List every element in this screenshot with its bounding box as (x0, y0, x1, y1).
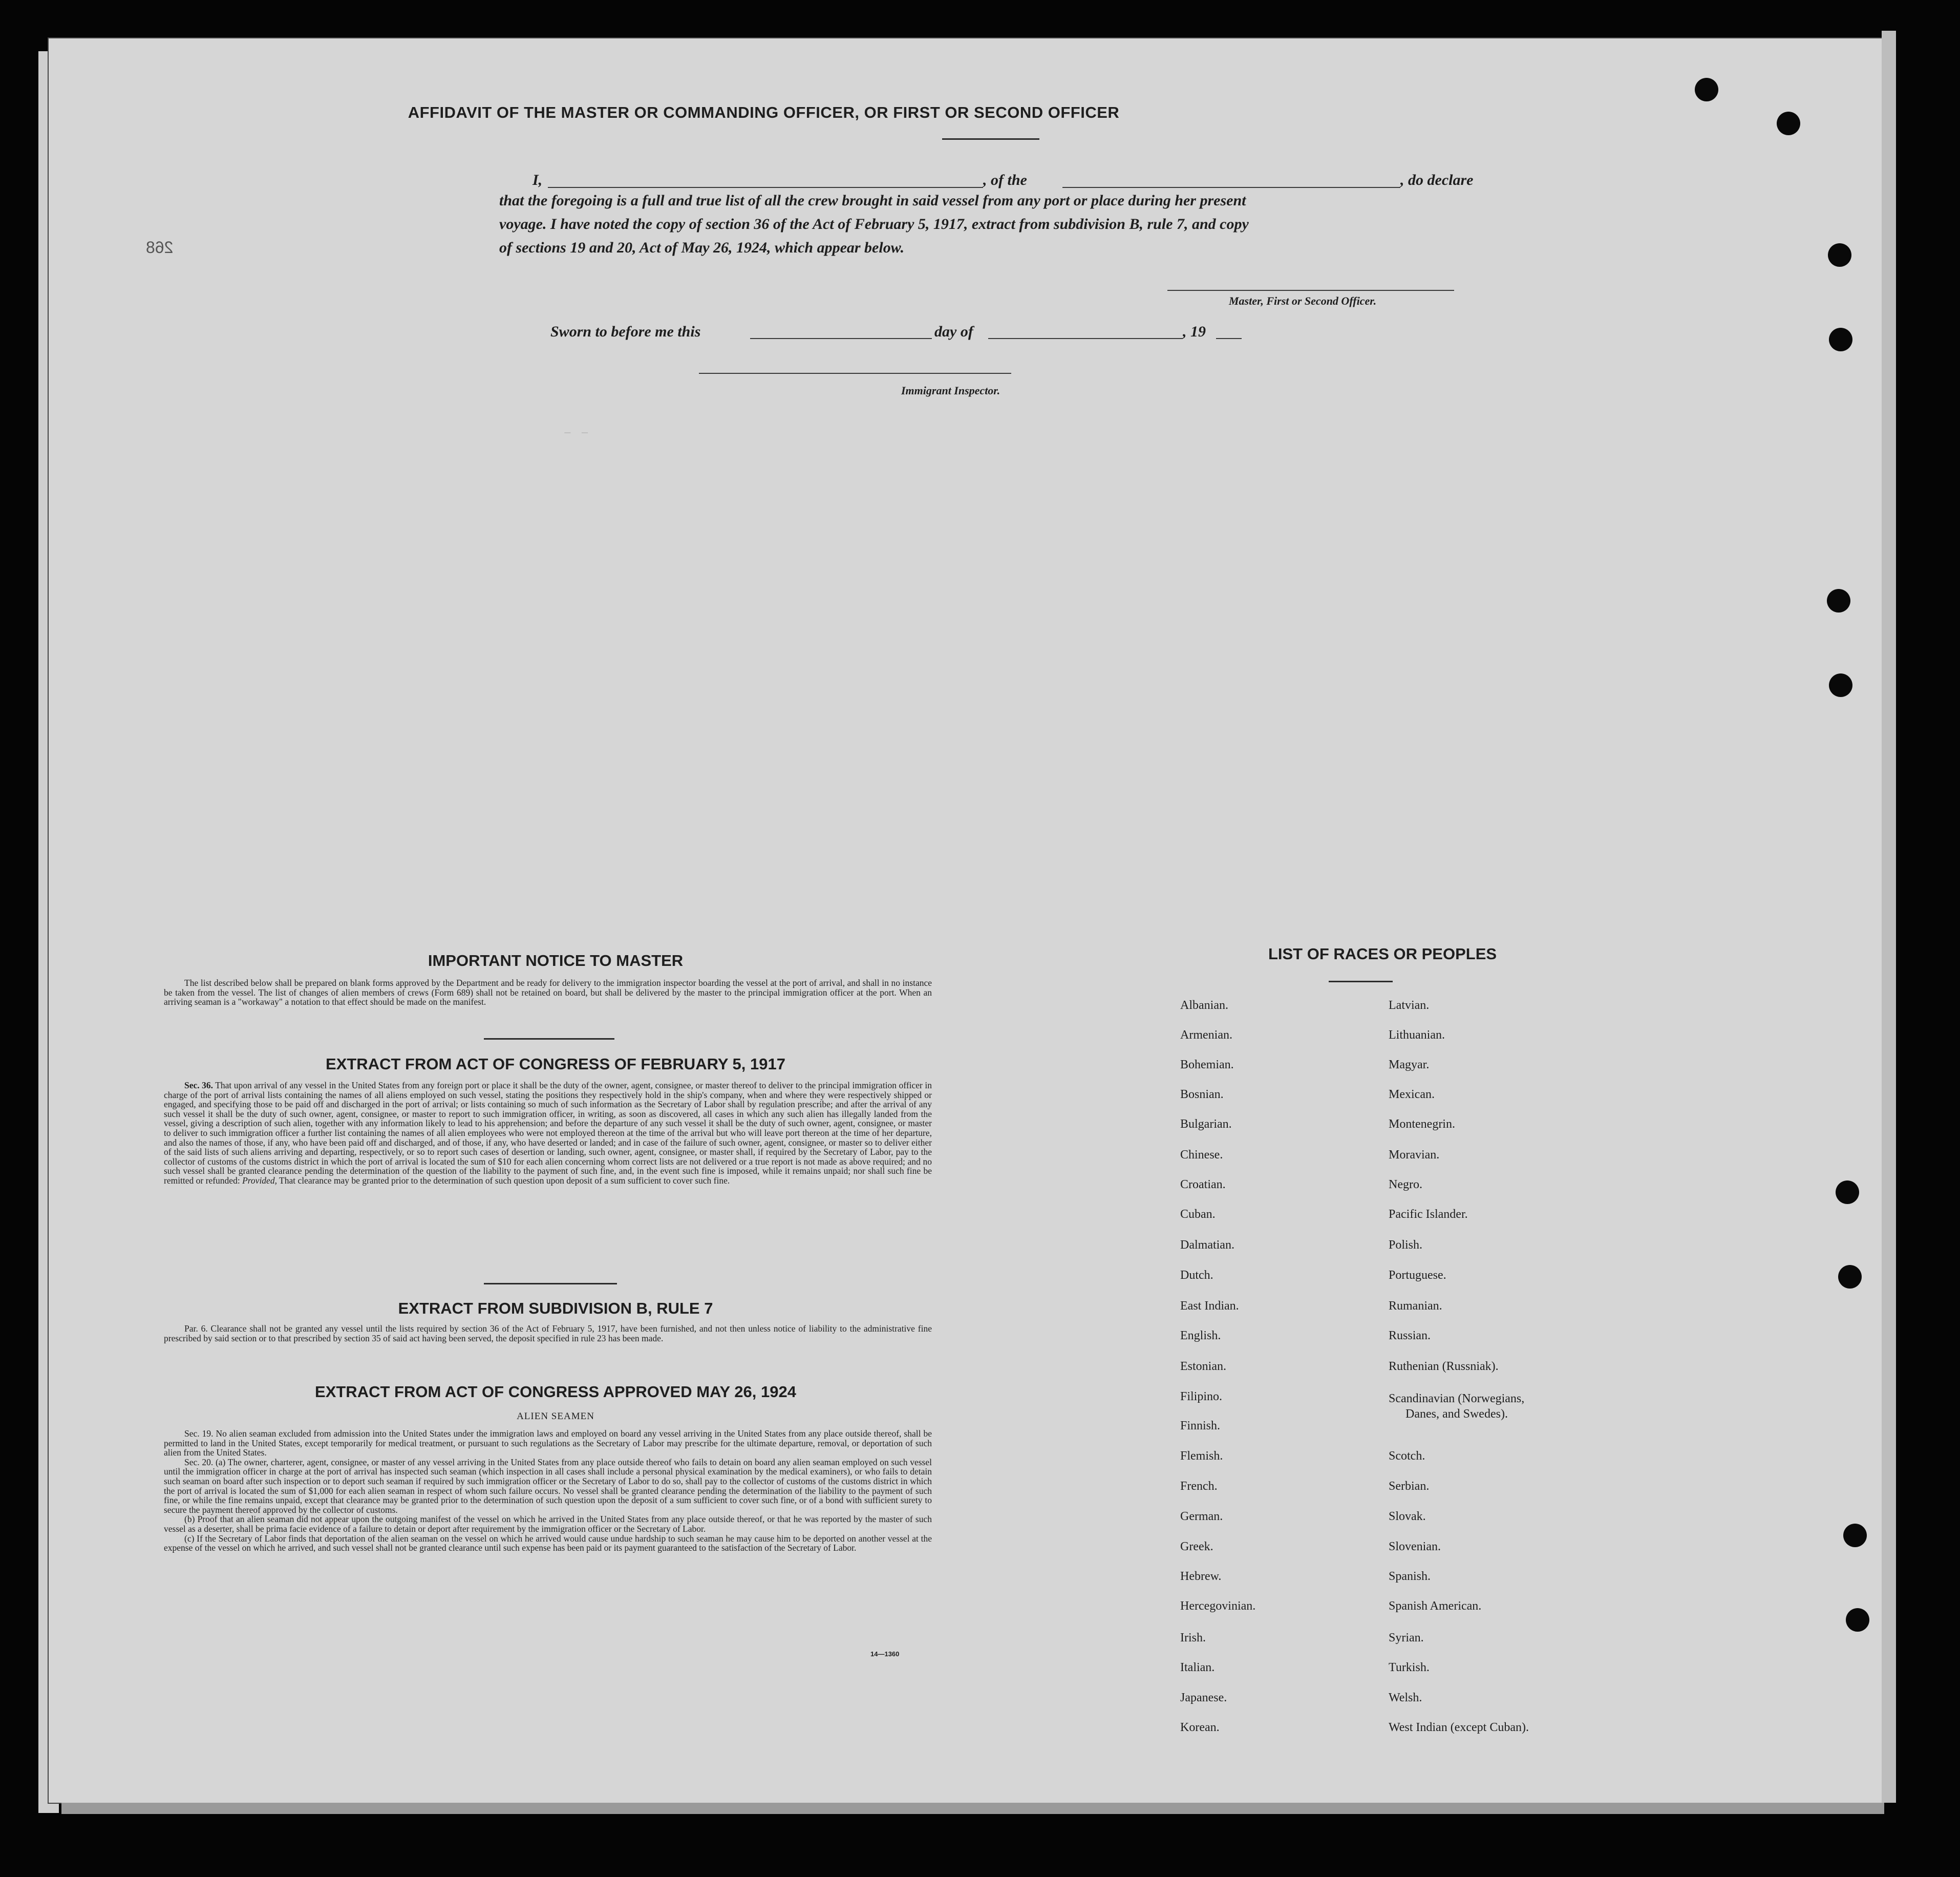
punch-hole-icon (1829, 328, 1852, 351)
race-item: Slovak. (1389, 1510, 1426, 1523)
race-item: Montenegrin. (1389, 1117, 1455, 1131)
races-divider (1329, 981, 1393, 982)
affidavit-title: AFFIDAVIT OF THE MASTER OR COMMANDING OFFICER, OR FIRST OR SECOND OFFICER (408, 103, 1120, 121)
act-1917-title: EXTRACT FROM ACT OF CONGRESS OF FEBRUARY 5, 1917 (326, 1055, 785, 1073)
affidavit-line-3: voyage. I have noted the copy of section 36 of the Act of February 5, 1917, extract from subdivision B, rule 7, and copy (499, 216, 1249, 233)
race-item: Bulgarian. (1180, 1117, 1232, 1131)
punch-hole-icon (1836, 1180, 1859, 1204)
name-blank-line (548, 187, 983, 188)
subdivision-title: EXTRACT FROM SUBDIVISION B, RULE 7 (398, 1299, 713, 1317)
punch-hole-icon (1846, 1608, 1869, 1632)
race-item: English. (1180, 1329, 1221, 1342)
race-item: Negro. (1389, 1178, 1422, 1191)
race-item: Polish. (1389, 1238, 1423, 1252)
race-item: Croatian. (1180, 1178, 1226, 1191)
race-item: Portuguese. (1389, 1269, 1446, 1282)
race-item: Cuban. (1180, 1208, 1216, 1221)
notice-divider (484, 1038, 614, 1040)
race-item: Mexican. (1389, 1088, 1435, 1101)
race-item: Spanish. (1389, 1570, 1431, 1583)
race-item: Bosnian. (1180, 1088, 1224, 1101)
act-1917-divider (484, 1283, 617, 1284)
race-item: Dalmatian. (1180, 1238, 1234, 1252)
race-item: Armenian. (1180, 1028, 1232, 1042)
notice-title: IMPORTANT NOTICE TO MASTER (428, 952, 684, 969)
month-line (988, 338, 1183, 339)
punch-hole-icon (1843, 1524, 1867, 1547)
subdivision-text: Par. 6. Clearance shall not be granted any vessel until the lists required by section 36 of the Act of February 5, 1917, have been furnished, and not then unless notice of liability to the administrative fine prescribed by said section or to that prescribed by section 35 of said act having been served, the deposit specified in rule 23 has been made. (164, 1323, 932, 1343)
punch-hole-icon (1695, 78, 1718, 101)
vessel-blank-line (1062, 187, 1400, 188)
inspector-label: Immigrant Inspector. (901, 384, 1000, 397)
punch-hole-icon (1829, 673, 1852, 697)
year-label: , 19 (1183, 323, 1206, 340)
race-item: Dutch. (1180, 1269, 1213, 1282)
act-1924-sec20c: (c) If the Secretary of Labor finds that deportation of the alien seaman on the vessel on which he arrived would cause undue hardship to such seaman he may cause him to be deported on another vessel at the expense of the vessel on which he arrived, and such vessel shall not be granted clearance until such expense has been paid or its payment guaranteed to the satisfaction of the Secretary of Labor. (164, 1533, 932, 1553)
race-item: French. (1180, 1480, 1218, 1493)
race-item: Scotch. (1389, 1449, 1425, 1463)
act-1917-body: That upon arrival of any vessel in the United States from any foreign port or place it shall be the duty of the owner, agent, consignee, or master thereof to deliver to the principal immigration officer in charge of the port of arrival lists containing the names of all aliens employed on such vessel, stating the positions they respectively hold in the ship's company, when and where they were respectively shipped or engaged, and specifying those to be paid off and discharged in the port of arrival; or lists containing so much of such information as the Secretary of Labor shall by regulation prescribe; and after the arrival of any such vessel it shall be the duty of such owner, agent, consignee, or master to report to such immigration officer, in writing, as soon as discovered, all cases in which any such alien has illegally landed from the vessel, giving a description of such alien, together with any information likely to lead to his apprehension; and before the departure of any such vessel it shall be the duty of such owner, agent, consignee, or master to deliver to such immigration officer a further list containing the names of all alien employees who were not employed thereon at the time of the arrival but who will leave port thereon at the time of her departure, and also the names of those, if any, who have been paid off and discharged, and of those, if any, who have deserted or landed; and in case of the failure of such owner, agent, consignee, or master so to deliver either of the said lists of such aliens arriving and departing, respectively, or so to report such cases of desertion or landing, such owner, agent, consignee, or master shall, if required by the Secretary of Labor, pay to the collector of customs of the customs district in which the port of arrival is located the sum of $10 for each alien concerning whom correct lists are not delivered or a true report is not made as above required; and no such vessel shall be granted clearance pending the determination of the question of the liability to the payment of such fine, and, in the event such fine is imposed, while it remains unpaid; nor shall such fine be remitted or refunded: (164, 1080, 932, 1186)
punch-hole-icon (1827, 589, 1850, 613)
race-item: Latvian. (1389, 999, 1430, 1012)
race-item: Italian. (1180, 1661, 1215, 1674)
punch-hole-icon (1838, 1265, 1862, 1289)
race-item: Slovenian. (1389, 1540, 1441, 1553)
act-1917-tail: That clearance may be granted prior to the determination of such question upon deposit of a sum sufficient to cover such fine. (279, 1175, 730, 1186)
race-item: East Indian. (1180, 1299, 1239, 1313)
race-item: Korean. (1180, 1721, 1220, 1734)
sworn-day-line (750, 338, 932, 339)
year-line (1216, 338, 1242, 339)
race-item: Japanese. (1180, 1691, 1227, 1704)
punch-hole-icon (1828, 243, 1851, 267)
race-item: Danes, and Swedes). (1405, 1407, 1508, 1421)
act-1917-provided: Provided, (242, 1175, 277, 1186)
sheet-bottom-edge (61, 1803, 1884, 1814)
race-item: Estonian. (1180, 1360, 1226, 1373)
race-item: Russian. (1389, 1329, 1431, 1342)
race-item: Greek. (1180, 1540, 1213, 1553)
race-item: Hercegovinian. (1180, 1599, 1256, 1613)
act-1924-sec20a: Sec. 20. (a) The owner, charterer, agent, consignee, or master of any vessel arriving in the United States from any place outside thereof who fails to detain on board any alien seaman employed on such vessel until the immigration officer in charge at the port of arrival has inspected such seaman (which inspection in all cases shall include a personal physical examination by the medical examiners), or who fails to detain such seaman on board after such inspection or to deport such seaman if required by such immigration officer or the Secretary of Labor to do so, shall pay to the collector of customs of the customs district in which the port of arrival is located the sum of $1,000 for each alien seaman in respect of whom such failure occurs. No vessel shall be granted clearance pending the determination of the liability to the payment of such fine, or while the fine remains unpaid, except that clearance may be granted prior to the determination of such question upon the deposit of a sum sufficient to cover such fine, or of a bond with sufficient surety to secure the payment thereof approved by the collector of customs. (164, 1457, 932, 1515)
race-item: Serbian. (1389, 1480, 1430, 1493)
race-item: Albanian. (1180, 999, 1228, 1012)
race-item: Spanish American. (1389, 1599, 1482, 1613)
race-item: Irish. (1180, 1631, 1206, 1644)
punch-hole-icon (1777, 112, 1800, 135)
act-1924-sec19: Sec. 19. No alien seaman excluded from admission into the United States under the immigration laws and employed on board any vessel arriving in the United States from any place outside thereof, shall be permitted to land in the United States, except temporarily for medical treatment, or pursuant to such regulations as the Secretary of Labor may prescribe for the ultimate departure, removal, or deportation of such alien from the United States. (164, 1428, 932, 1458)
race-item: Turkish. (1389, 1661, 1430, 1674)
sworn-label: Sworn to before me this (550, 323, 701, 340)
race-item: Flemish. (1180, 1449, 1223, 1463)
race-item: Pacific Islander. (1389, 1208, 1468, 1221)
race-item: German. (1180, 1510, 1223, 1523)
race-item: Lithuanian. (1389, 1028, 1445, 1042)
day-of-label: day of (934, 323, 973, 340)
inspector-signature-line (699, 373, 1011, 374)
race-item: Hebrew. (1180, 1570, 1222, 1583)
race-item: Moravian. (1389, 1148, 1440, 1162)
race-item: Filipino. (1180, 1390, 1223, 1403)
sheet-edge (1882, 31, 1896, 1803)
race-item: Magyar. (1389, 1058, 1430, 1071)
act-1924-title: EXTRACT FROM ACT OF CONGRESS APPROVED MAY 26, 1924 (315, 1383, 796, 1401)
affidavit-line-4: of sections 19 and 20, Act of May 26, 1924, which appear below. (499, 239, 905, 256)
races-title: LIST OF RACES OR PEOPLES (1268, 945, 1497, 963)
act-1924-subtitle: ALIEN SEAMEN (517, 1411, 594, 1422)
race-item: Finnish. (1180, 1419, 1221, 1432)
affidavit-declare: , do declare (1400, 172, 1474, 188)
form-number: 14—1360 (870, 1650, 900, 1658)
affidavit-of-the: , of the (983, 172, 1027, 188)
affidavit-i: I, (532, 172, 543, 188)
act-1924-sec20b: (b) Proof that an alien seaman did not appear upon the outgoing manifest of the vessel on which he arrived in the United States from any place outside thereof, or that he was reported by the master of such vessel as a deserter, shall be prima facie evidence of a failure to detain or deport after requirement by the immigration officer or the Secretary of Labor. (164, 1514, 932, 1534)
master-signature-line (1167, 290, 1454, 291)
race-item: Chinese. (1180, 1148, 1223, 1162)
master-label: Master, First or Second Officer. (1229, 294, 1377, 307)
act-1917-text (164, 1081, 932, 1186)
race-item: Ruthenian (Russniak). (1389, 1360, 1499, 1373)
race-item: West Indian (except Cuban). (1389, 1721, 1529, 1734)
act-1917-sec: Sec. 36. (184, 1080, 214, 1090)
title-divider (942, 138, 1039, 140)
notice-text: The list described below shall be prepared on blank forms approved by the Department and be ready for delivery to the immigration inspector boarding the vessel at the port of arrival, and shall in no instance be taken from the vessel. The list of changes of alien members of crews (Form 689) shall not be retained on board, but shall be delivered by the master to the principal immigration officer at the port. When an arriving seaman is a "workaway" a notation to that effect should be made on the manifest. (164, 978, 932, 1007)
margin-note: 268 (146, 238, 174, 257)
race-item: Welsh. (1389, 1691, 1422, 1704)
race-item: Bohemian. (1180, 1058, 1234, 1071)
race-item: Rumanian. (1389, 1299, 1442, 1313)
act-1924-body (164, 1429, 932, 1553)
race-item: Scandinavian (Norwegians, (1389, 1392, 1525, 1405)
bleed-through-text: – – (563, 425, 1845, 441)
race-item: Syrian. (1389, 1631, 1424, 1644)
affidavit-line-2: that the foregoing is a full and true list of all the crew brought in said vessel from any port or place during her present (499, 192, 1246, 209)
